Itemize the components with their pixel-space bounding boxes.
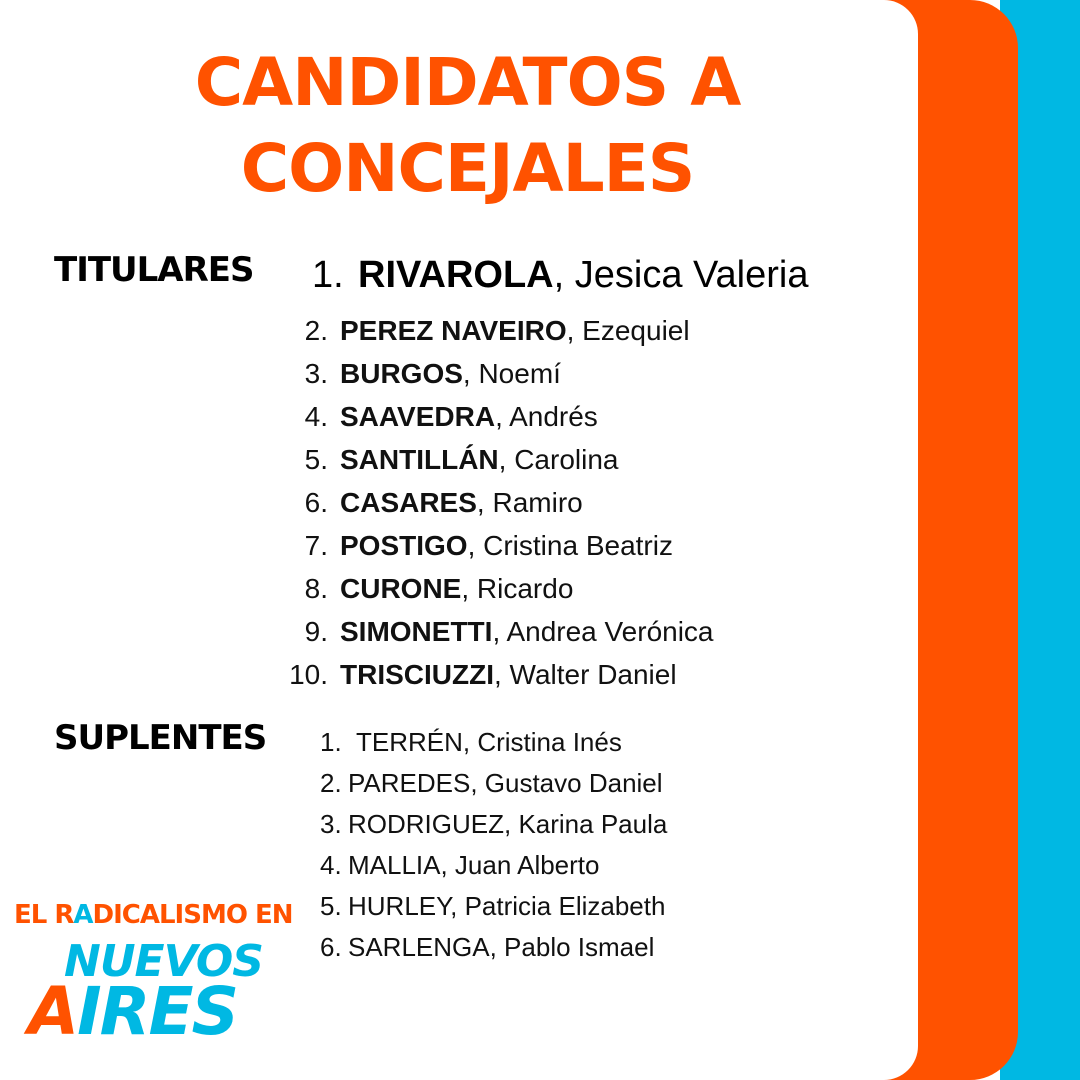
list-item xyxy=(320,845,880,886)
candidate-number: 1. xyxy=(312,254,344,296)
list-item xyxy=(280,653,840,696)
candidate-given-name: , Ricardo xyxy=(461,573,574,604)
candidate-name: MALLIA, Juan Alberto xyxy=(348,850,600,880)
logo-aires-rest: IRES xyxy=(77,973,238,1050)
list-item xyxy=(320,886,880,927)
logo-word-nuevos: NUEVOS xyxy=(64,936,263,987)
titular-first-candidate xyxy=(312,254,808,297)
candidate-last-name: PEREZ NAVEIRO xyxy=(340,315,567,346)
candidate-last-name: CASARES xyxy=(340,487,477,518)
candidate-name: SARLENGA, Pablo Ismael xyxy=(348,932,655,962)
candidate-name: RODRIGUEZ, Karina Paula xyxy=(348,809,668,839)
list-item xyxy=(280,395,840,438)
candidate-last-name: BURGOS xyxy=(340,358,463,389)
list-item xyxy=(280,524,840,567)
logo-word-aires xyxy=(28,973,238,1050)
candidate-given-name: , Walter Daniel xyxy=(494,659,677,690)
logo-tagline-part: DICALISMO EN xyxy=(92,900,293,930)
candidate-last-name: TRISCIUZZI xyxy=(340,659,494,690)
candidate-given-name: , Andrea Verónica xyxy=(492,616,714,647)
candidate-name: PAREDES, Gustavo Daniel xyxy=(348,768,663,798)
candidate-number: 6. xyxy=(320,932,342,962)
candidate-given-name: , Ezequiel xyxy=(566,315,690,346)
candidate-given-name: , Andrés xyxy=(495,401,598,432)
list-item xyxy=(280,352,840,395)
list-item xyxy=(320,804,880,845)
candidate-number: 8. xyxy=(304,573,328,604)
candidate-number: 9. xyxy=(304,616,328,647)
candidate-number: 4. xyxy=(320,850,342,880)
candidate-last-name: SAAVEDRA xyxy=(340,401,496,432)
candidate-last-name: RIVAROLA xyxy=(358,254,554,296)
list-item xyxy=(280,610,840,653)
candidate-last-name: SIMONETTI xyxy=(340,616,493,647)
candidate-last-name: POSTIGO xyxy=(340,530,468,561)
logo-tagline-part: EL R xyxy=(14,900,74,930)
suplentes-heading: SUPLENTES xyxy=(54,718,267,758)
list-item xyxy=(320,927,880,968)
candidate-number: 5. xyxy=(320,891,342,921)
candidate-number: 6. xyxy=(304,487,328,518)
candidate-number: 7. xyxy=(304,530,328,561)
title-line-1: CANDIDATOS A xyxy=(194,44,741,121)
candidate-given-name: , Jesica Valeria xyxy=(553,254,809,296)
page-title xyxy=(0,40,935,212)
list-item xyxy=(320,763,880,804)
candidate-number: 4. xyxy=(304,401,328,432)
list-item xyxy=(280,481,840,524)
title-line-2: CONCEJALES xyxy=(240,130,695,207)
list-item xyxy=(280,309,840,352)
candidate-number: 2. xyxy=(304,315,328,346)
candidate-given-name: , Carolina xyxy=(498,444,619,475)
list-item xyxy=(280,567,840,610)
candidate-number: 3. xyxy=(304,358,328,389)
candidate-number: 3. xyxy=(320,809,342,839)
logo-tagline-accent: A xyxy=(73,900,93,930)
titulares-heading: TITULARES xyxy=(54,250,254,290)
candidate-number: 10. xyxy=(289,659,328,690)
candidate-number: 5. xyxy=(304,444,328,475)
candidate-given-name: , Cristina Beatriz xyxy=(467,530,673,561)
suplentes-list xyxy=(320,722,880,968)
candidate-name: HURLEY, Patricia Elizabeth xyxy=(348,891,666,921)
nuevos-aires-logo xyxy=(14,900,314,1060)
titulares-list xyxy=(280,309,840,696)
candidate-given-name: , Ramiro xyxy=(476,487,583,518)
logo-aires-accent: A xyxy=(28,973,78,1050)
list-item xyxy=(320,722,880,763)
list-item xyxy=(280,438,840,481)
candidate-last-name: CURONE xyxy=(340,573,462,604)
candidate-name: TERRÉN, Cristina Inés xyxy=(356,727,622,757)
candidate-given-name: , Noemí xyxy=(462,358,561,389)
candidate-last-name: SANTILLÁN xyxy=(340,444,499,475)
candidate-number: 2. xyxy=(320,768,342,798)
candidate-number: 1. xyxy=(320,727,342,757)
logo-tagline xyxy=(14,900,293,930)
